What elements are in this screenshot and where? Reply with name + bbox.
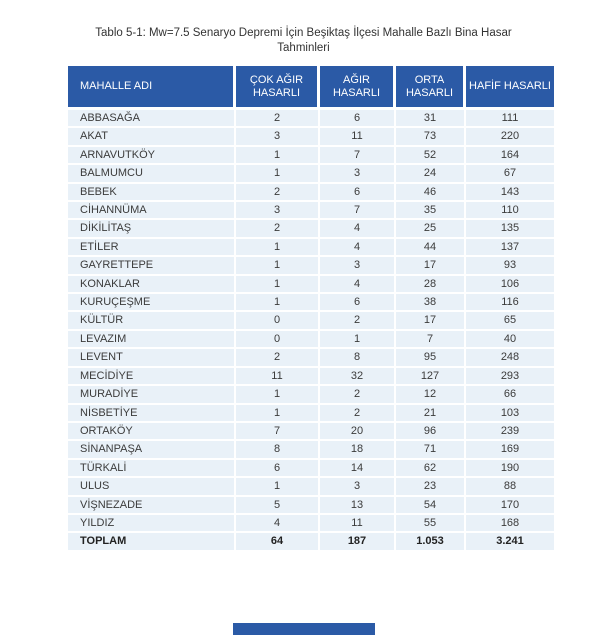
neighborhood-name-cell: MURADİYE	[68, 386, 236, 404]
value-cell: 2	[320, 312, 396, 330]
value-cell: 11	[320, 128, 396, 146]
value-cell: 239	[466, 423, 554, 441]
value-cell: 2	[236, 349, 320, 367]
value-cell: 96	[396, 423, 466, 441]
column-header: AĞIR HASARLI	[320, 66, 396, 110]
neighborhood-name-cell: ABBASAĞA	[68, 110, 236, 128]
neighborhood-name-cell: BEBEK	[68, 184, 236, 202]
neighborhood-name-cell: LEVAZIM	[68, 331, 236, 349]
value-cell: 24	[396, 165, 466, 183]
value-cell: 2	[320, 405, 396, 423]
value-cell: 1	[236, 294, 320, 312]
value-cell: 116	[466, 294, 554, 312]
value-cell: 168	[466, 515, 554, 533]
total-row	[68, 533, 554, 549]
value-cell: 1	[236, 276, 320, 294]
value-cell: 3	[236, 202, 320, 220]
value-cell: 21	[396, 405, 466, 423]
table-row	[68, 497, 554, 515]
value-cell: 25	[396, 220, 466, 238]
value-cell: 0	[236, 331, 320, 349]
value-cell: 7	[396, 331, 466, 349]
table-row	[68, 423, 554, 441]
value-cell: 2	[320, 386, 396, 404]
neighborhood-name-cell: GAYRETTEPE	[68, 257, 236, 275]
table-body	[68, 110, 554, 550]
table-caption-line1: Tablo 5-1: Mw=7.5 Senaryo Depremi İçin Beşiktaş İlçesi Mahalle Bazlı Bina Hasar	[95, 27, 512, 39]
table-row	[68, 515, 554, 533]
value-cell: 52	[396, 147, 466, 165]
neighborhood-name-cell: AKAT	[68, 128, 236, 146]
value-cell: 4	[320, 276, 396, 294]
table-row	[68, 294, 554, 312]
value-cell: 190	[466, 460, 554, 478]
value-cell: 95	[396, 349, 466, 367]
neighborhood-name-cell: BALMUMCU	[68, 165, 236, 183]
value-cell: 1	[236, 165, 320, 183]
value-cell: 127	[396, 368, 466, 386]
value-cell: 6	[236, 460, 320, 478]
value-cell: 137	[466, 239, 554, 257]
value-cell: 103	[466, 405, 554, 423]
value-cell: 3.241	[466, 533, 554, 549]
value-cell: 164	[466, 147, 554, 165]
table-row	[68, 165, 554, 183]
value-cell: 1	[236, 386, 320, 404]
value-cell: 6	[320, 184, 396, 202]
neighborhood-name-cell: ETİLER	[68, 239, 236, 257]
value-cell: 93	[466, 257, 554, 275]
value-cell: 110	[466, 202, 554, 220]
table-row	[68, 312, 554, 330]
table-row	[68, 239, 554, 257]
table-row	[68, 184, 554, 202]
value-cell: 12	[396, 386, 466, 404]
value-cell: 2	[236, 110, 320, 128]
value-cell: 1	[236, 147, 320, 165]
table-row	[68, 331, 554, 349]
value-cell: 6	[320, 294, 396, 312]
neighborhood-name-cell: TÜRKALİ	[68, 460, 236, 478]
neighborhood-name-cell: KURUÇEŞME	[68, 294, 236, 312]
value-cell: 54	[396, 497, 466, 515]
value-cell: 1	[320, 331, 396, 349]
value-cell: 248	[466, 349, 554, 367]
value-cell: 35	[396, 202, 466, 220]
value-cell: 66	[466, 386, 554, 404]
neighborhood-name-cell: YILDIZ	[68, 515, 236, 533]
value-cell: 73	[396, 128, 466, 146]
table-row	[68, 441, 554, 459]
value-cell: 4	[320, 220, 396, 238]
value-cell: 3	[320, 478, 396, 496]
value-cell: 44	[396, 239, 466, 257]
table-row	[68, 478, 554, 496]
neighborhood-name-cell: ULUS	[68, 478, 236, 496]
table-row	[68, 257, 554, 275]
value-cell: 8	[320, 349, 396, 367]
value-cell: 20	[320, 423, 396, 441]
value-cell: 1	[236, 478, 320, 496]
bottom-scrollbar-thumb[interactable]	[233, 623, 375, 635]
table-row	[68, 220, 554, 238]
value-cell: 71	[396, 441, 466, 459]
table-row	[68, 349, 554, 367]
table-row	[68, 405, 554, 423]
neighborhood-name-cell: VİŞNEZADE	[68, 497, 236, 515]
neighborhood-name-cell: DİKİLİTAŞ	[68, 220, 236, 238]
value-cell: 4	[320, 239, 396, 257]
value-cell: 62	[396, 460, 466, 478]
neighborhood-name-cell: NİSBETİYE	[68, 405, 236, 423]
value-cell: 4	[236, 515, 320, 533]
value-cell: 31	[396, 110, 466, 128]
neighborhood-name-cell: ARNAVUTKÖY	[68, 147, 236, 165]
value-cell: 40	[466, 331, 554, 349]
value-cell: 169	[466, 441, 554, 459]
column-header: HAFİF HASARLI	[466, 66, 554, 110]
value-cell: 2	[236, 184, 320, 202]
neighborhood-name-cell: KONAKLAR	[68, 276, 236, 294]
value-cell: 14	[320, 460, 396, 478]
building-damage-table	[68, 66, 554, 550]
value-cell: 67	[466, 165, 554, 183]
value-cell: 18	[320, 441, 396, 459]
value-cell: 106	[466, 276, 554, 294]
value-cell: 5	[236, 497, 320, 515]
value-cell: 1	[236, 239, 320, 257]
table-row	[68, 460, 554, 478]
table-row	[68, 386, 554, 404]
table-row	[68, 147, 554, 165]
table-row	[68, 276, 554, 294]
neighborhood-name-cell: CİHANNÜMA	[68, 202, 236, 220]
value-cell: 1	[236, 405, 320, 423]
value-cell: 220	[466, 128, 554, 146]
value-cell: 64	[236, 533, 320, 549]
column-header: MAHALLE ADI	[68, 66, 236, 110]
neighborhood-name-cell: ORTAKÖY	[68, 423, 236, 441]
value-cell: 1.053	[396, 533, 466, 549]
table-row	[68, 368, 554, 386]
value-cell: 23	[396, 478, 466, 496]
value-cell: 187	[320, 533, 396, 549]
value-cell: 8	[236, 441, 320, 459]
value-cell: 7	[320, 147, 396, 165]
value-cell: 11	[320, 515, 396, 533]
value-cell: 0	[236, 312, 320, 330]
table-row	[68, 110, 554, 128]
value-cell: 11	[236, 368, 320, 386]
value-cell: 1	[236, 257, 320, 275]
table-caption-line2: Tahminleri	[277, 42, 330, 54]
neighborhood-name-cell: KÜLTÜR	[68, 312, 236, 330]
value-cell: 3	[236, 128, 320, 146]
table-caption	[0, 26, 607, 56]
neighborhood-name-cell: MECİDİYE	[68, 368, 236, 386]
value-cell: 28	[396, 276, 466, 294]
value-cell: 7	[320, 202, 396, 220]
column-header: ORTA HASARLI	[396, 66, 466, 110]
table-row	[68, 202, 554, 220]
value-cell: 143	[466, 184, 554, 202]
neighborhood-name-cell: SİNANPAŞA	[68, 441, 236, 459]
value-cell: 170	[466, 497, 554, 515]
neighborhood-name-cell: LEVENT	[68, 349, 236, 367]
value-cell: 2	[236, 220, 320, 238]
value-cell: 65	[466, 312, 554, 330]
value-cell: 32	[320, 368, 396, 386]
value-cell: 293	[466, 368, 554, 386]
value-cell: 17	[396, 312, 466, 330]
value-cell: 3	[320, 165, 396, 183]
table-row	[68, 128, 554, 146]
column-header: ÇOK AĞIR HASARLI	[236, 66, 320, 110]
value-cell: 6	[320, 110, 396, 128]
value-cell: 55	[396, 515, 466, 533]
value-cell: 13	[320, 497, 396, 515]
value-cell: 17	[396, 257, 466, 275]
neighborhood-name-cell: TOPLAM	[68, 533, 236, 549]
value-cell: 88	[466, 478, 554, 496]
value-cell: 135	[466, 220, 554, 238]
value-cell: 111	[466, 110, 554, 128]
value-cell: 38	[396, 294, 466, 312]
value-cell: 46	[396, 184, 466, 202]
value-cell: 3	[320, 257, 396, 275]
table-header-row	[68, 66, 554, 110]
value-cell: 7	[236, 423, 320, 441]
